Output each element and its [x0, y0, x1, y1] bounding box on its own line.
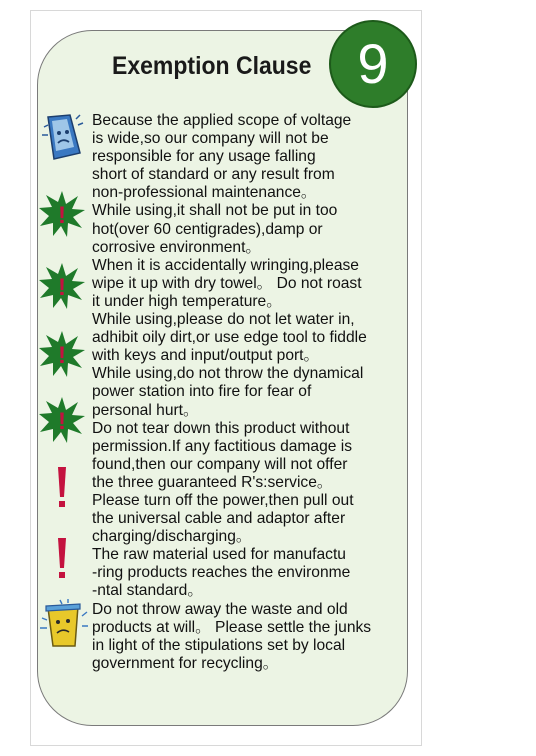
- recycling-bin-icon: [38, 598, 90, 650]
- page-title: Exemption Clause: [112, 52, 312, 80]
- clause-line: hot(over 60 centigrades),damp or: [92, 220, 323, 238]
- clause-line: permission.If any factitious damage is: [92, 437, 353, 455]
- clause-line: The raw material used for manufactu: [92, 546, 346, 564]
- section-number: 9: [357, 32, 389, 95]
- clause-line: is wide,so our company will not be: [92, 130, 329, 148]
- clause-line: charging/discharging。: [92, 528, 252, 546]
- clause-line: -ring products reaches the environme: [92, 564, 351, 582]
- sad-device-icon: [40, 113, 84, 163]
- clause-line: While using,it shall not be put in too: [92, 202, 338, 220]
- clause-line: products at will。 Please settle the junks: [92, 618, 372, 636]
- exclamation-icon: [52, 465, 72, 511]
- svg-text:!: !: [58, 342, 66, 369]
- clause-line: the three guaranteed R's:service。: [92, 473, 333, 491]
- clause-line: adhibit oily dirt,or use edge tool to fiddle: [92, 329, 367, 347]
- svg-text:!: !: [58, 408, 66, 435]
- clause-line: wipe it up with dry towel。 Do not roast: [92, 274, 362, 292]
- clause-line: the universal cable and adaptor after: [92, 510, 346, 528]
- clause-line: Please turn off the power,then pull out: [92, 491, 354, 509]
- section-number-badge: [329, 20, 417, 108]
- clause-line: responsible for any usage falling: [92, 148, 316, 166]
- clause-line: non-professional maintenance。: [92, 184, 317, 202]
- clause-line: government for recycling。: [92, 654, 279, 672]
- warning-starburst-icon: [38, 190, 86, 238]
- clause-line: -ntal standard。: [92, 582, 203, 600]
- clause-line: with keys and input/output port。: [92, 347, 320, 365]
- clause-line: Do not tear down this product without: [92, 419, 350, 437]
- clause-line: Do not throw away the waste and old: [92, 600, 348, 618]
- exclamation-icon: [52, 536, 72, 582]
- clause-line: it under high temperature。: [92, 292, 282, 310]
- clause-line: power station into fire for fear of: [92, 383, 312, 401]
- clause-line: While using,please do not let water in,: [92, 311, 355, 329]
- clause-body: [92, 112, 412, 673]
- svg-text:!: !: [58, 202, 66, 229]
- warning-starburst-icon: [38, 262, 86, 310]
- clause-line: short of standard or any result from: [92, 166, 335, 184]
- clause-line: personal hurt。: [92, 401, 199, 419]
- clause-line: corrosive environment。: [92, 238, 261, 256]
- clause-line: When it is accidentally wringing,please: [92, 256, 359, 274]
- clause-line: While using,do not throw the dynamical: [92, 365, 364, 383]
- warning-starburst-icon: [38, 330, 86, 378]
- clause-line: found,then our company will not offer: [92, 455, 348, 473]
- warning-starburst-icon: [38, 396, 86, 444]
- clause-line: Because the applied scope of voltage: [92, 112, 352, 129]
- svg-text:!: !: [58, 274, 66, 301]
- clause-line: in light of the stipulations set by local: [92, 636, 346, 654]
